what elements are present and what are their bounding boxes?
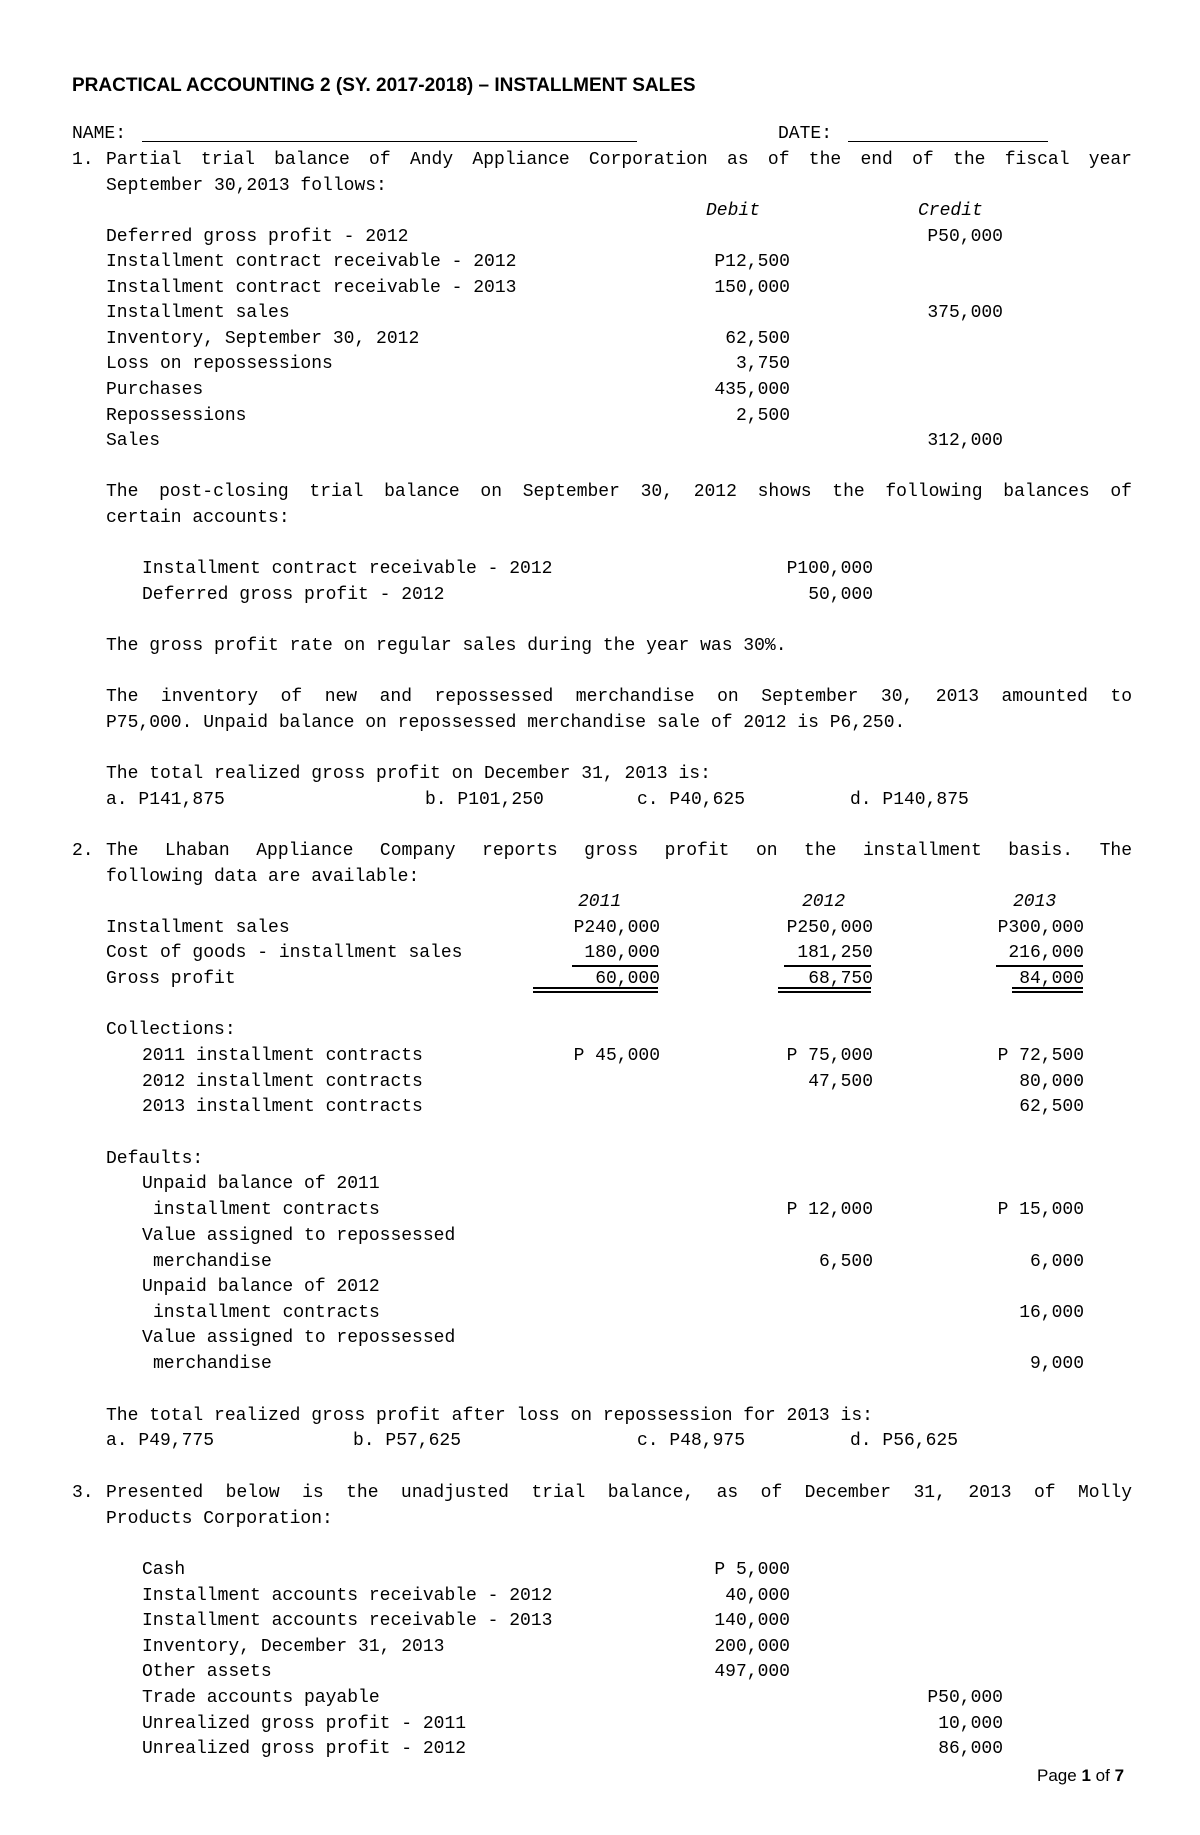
debit-amount: 200,000 xyxy=(714,1637,790,1657)
row-label: Unpaid balance of 2011 xyxy=(142,1174,380,1194)
q2-year-2012: 2012 xyxy=(802,892,846,912)
q1-intro-line1: Partial trial balance of Andy Appliance Corporation as of the end of the fiscal year xyxy=(106,150,1132,170)
credit-amount: 10,000 xyxy=(938,1714,1003,1734)
q1-question: The total realized gross profit on December 31, 2013 is: xyxy=(106,764,711,784)
row-label-cont: merchandise xyxy=(153,1252,272,1272)
q1-post-closing-line2: certain accounts: xyxy=(106,508,290,528)
q2-year-2011: 2011 xyxy=(578,892,622,912)
q1-choice-d: d. P140,875 xyxy=(850,790,969,810)
debit-amount: 3,750 xyxy=(735,354,790,374)
row-label: Loss on repossessions xyxy=(106,354,333,374)
debit-amount: 62,500 xyxy=(725,329,790,349)
document-title: PRACTICAL ACCOUNTING 2 (SY. 2017-2018) – INSTALLMENT SALES xyxy=(72,75,696,96)
q2-intro-line1: The Lhaban Appliance Company reports gross profit on the installment basis. The xyxy=(106,841,1132,861)
debit-amount: P12,500 xyxy=(714,252,790,272)
q1-intro-line2: September 30,2013 follows: xyxy=(106,176,387,196)
value-2013: 216,000 xyxy=(1008,943,1084,963)
value-2011: P240,000 xyxy=(573,918,660,938)
credit-amount: P50,000 xyxy=(927,227,1003,247)
value-2011: P 45,000 xyxy=(573,1046,660,1066)
q3-number: 3. xyxy=(72,1483,94,1503)
row-label-cont: installment contracts xyxy=(153,1303,380,1323)
row-label: Deferred gross profit - 2012 xyxy=(106,227,409,247)
value-2012: 6,500 xyxy=(818,1252,873,1272)
value-2013: 80,000 xyxy=(1019,1072,1084,1092)
collections-label: Collections: xyxy=(106,1020,236,1040)
amount: 50,000 xyxy=(808,585,873,605)
q2-number: 2. xyxy=(72,841,94,861)
row-label-cont: merchandise xyxy=(153,1354,272,1374)
date-label: DATE: xyxy=(778,124,833,144)
q2-intro-line2: following data are available: xyxy=(106,867,420,887)
row-label: Value assigned to repossessed xyxy=(142,1226,456,1246)
row-label-cont: installment contracts xyxy=(153,1200,380,1220)
debit-amount: 150,000 xyxy=(714,278,790,298)
row-label: Repossessions xyxy=(106,406,247,426)
value-2013: 6,000 xyxy=(1029,1252,1084,1272)
page-total: 7 xyxy=(1114,1766,1125,1785)
value-2013: 9,000 xyxy=(1029,1354,1084,1374)
page-current: 1 xyxy=(1081,1766,1091,1785)
credit-amount: 86,000 xyxy=(938,1739,1003,1759)
row-label: Other assets xyxy=(142,1662,272,1682)
total-double-rule-2011 xyxy=(533,987,658,993)
subtotal-rule-2011 xyxy=(572,965,658,967)
row-label: Installment sales xyxy=(106,918,290,938)
debit-amount: 40,000 xyxy=(725,1586,790,1606)
name-blank-line xyxy=(142,141,637,142)
amount: P100,000 xyxy=(786,559,873,579)
q2-choice-d: d. P56,625 xyxy=(850,1431,959,1451)
q1-choice-a: a. P141,875 xyxy=(106,790,225,810)
row-label: Deferred gross profit - 2012 xyxy=(142,585,445,605)
total-double-rule-2012 xyxy=(778,987,871,993)
q3-intro-line1: Presented below is the unadjusted trial balance, as of December 31, 2013 of Molly xyxy=(106,1483,1132,1503)
value-2011: 60,000 xyxy=(595,969,660,989)
value-2013: P300,000 xyxy=(997,918,1084,938)
name-label: NAME: xyxy=(72,124,127,144)
debit-amount: 140,000 xyxy=(714,1611,790,1631)
row-label: Cash xyxy=(142,1560,186,1580)
value-2012: P 75,000 xyxy=(786,1046,873,1066)
value-2012: P250,000 xyxy=(786,918,873,938)
value-2012: P 12,000 xyxy=(786,1200,873,1220)
q1-number: 1. xyxy=(72,150,94,170)
value-2012: 181,250 xyxy=(797,943,873,963)
defaults-label: Defaults: xyxy=(106,1149,204,1169)
row-label: Installment contract receivable - 2013 xyxy=(106,278,517,298)
row-label: Installment accounts receivable - 2012 xyxy=(142,1586,553,1606)
debit-amount: P 5,000 xyxy=(714,1560,790,1580)
date-blank-line xyxy=(848,141,1048,142)
credit-amount: 375,000 xyxy=(927,303,1003,323)
q3-intro-line2: Products Corporation: xyxy=(106,1509,333,1529)
value-2013: P 15,000 xyxy=(997,1200,1084,1220)
q2-choice-a: a. P49,775 xyxy=(106,1431,215,1451)
debit-amount: 435,000 xyxy=(714,380,790,400)
q2-choice-c: c. P48,975 xyxy=(637,1431,746,1451)
value-2011: 180,000 xyxy=(584,943,660,963)
row-label: Unpaid balance of 2012 xyxy=(142,1277,380,1297)
q1-inventory-line2: P75,000. Unpaid balance on repossessed merchandise sale of 2012 is P6,250. xyxy=(106,713,906,733)
page-word: Page xyxy=(1037,1766,1077,1785)
row-label: Purchases xyxy=(106,380,204,400)
value-2012: 47,500 xyxy=(808,1072,873,1092)
q1-post-closing-line1: The post-closing trial balance on September 30, 2012 shows the following balances of xyxy=(106,482,1132,502)
row-label: Cost of goods - installment sales xyxy=(106,943,463,963)
q2-question: The total realized gross profit after loss on repossession for 2013 is: xyxy=(106,1406,873,1426)
row-label: Trade accounts payable xyxy=(142,1688,380,1708)
row-label: Installment contract receivable - 2012 xyxy=(142,559,553,579)
row-label: 2013 installment contracts xyxy=(142,1097,423,1117)
q1-inventory-line1: The inventory of new and repossessed merchandise on September 30, 2013 amounted to xyxy=(106,687,1132,707)
row-label: Installment contract receivable - 2012 xyxy=(106,252,517,272)
row-label: Unrealized gross profit - 2012 xyxy=(142,1739,467,1759)
subtotal-rule-2012 xyxy=(784,965,871,967)
q2-year-2013: 2013 xyxy=(1013,892,1057,912)
row-label: Installment accounts receivable - 2013 xyxy=(142,1611,553,1631)
row-label: Installment sales xyxy=(106,303,290,323)
of-word: of xyxy=(1095,1766,1110,1785)
value-2013: P 72,500 xyxy=(997,1046,1084,1066)
credit-amount: 312,000 xyxy=(927,431,1003,451)
q1-credit-header: Credit xyxy=(918,201,983,221)
row-label: Value assigned to repossessed xyxy=(142,1328,456,1348)
q1-gross-profit-rate: The gross profit rate on regular sales during the year was 30%. xyxy=(106,636,787,656)
row-label: 2012 installment contracts xyxy=(142,1072,423,1092)
value-2013: 16,000 xyxy=(1019,1303,1084,1323)
subtotal-rule-2013 xyxy=(996,965,1083,967)
total-double-rule-2013 xyxy=(1012,987,1083,993)
value-2012: 68,750 xyxy=(808,969,873,989)
row-label: Sales xyxy=(106,431,161,451)
row-label: 2011 installment contracts xyxy=(142,1046,423,1066)
credit-amount: P50,000 xyxy=(927,1688,1003,1708)
debit-amount: 2,500 xyxy=(735,406,790,426)
value-2013: 62,500 xyxy=(1019,1097,1084,1117)
q2-choice-b: b. P57,625 xyxy=(353,1431,462,1451)
q1-debit-header: Debit xyxy=(706,201,761,221)
row-label: Inventory, September 30, 2012 xyxy=(106,329,420,349)
value-2013: 84,000 xyxy=(1019,969,1084,989)
debit-amount: 497,000 xyxy=(714,1662,790,1682)
page-number xyxy=(1037,1765,1124,1787)
q1-choice-c: c. P40,625 xyxy=(637,790,746,810)
q1-choice-b: b. P101,250 xyxy=(425,790,544,810)
row-label: Gross profit xyxy=(106,969,236,989)
row-label: Unrealized gross profit - 2011 xyxy=(142,1714,467,1734)
row-label: Inventory, December 31, 2013 xyxy=(142,1637,445,1657)
